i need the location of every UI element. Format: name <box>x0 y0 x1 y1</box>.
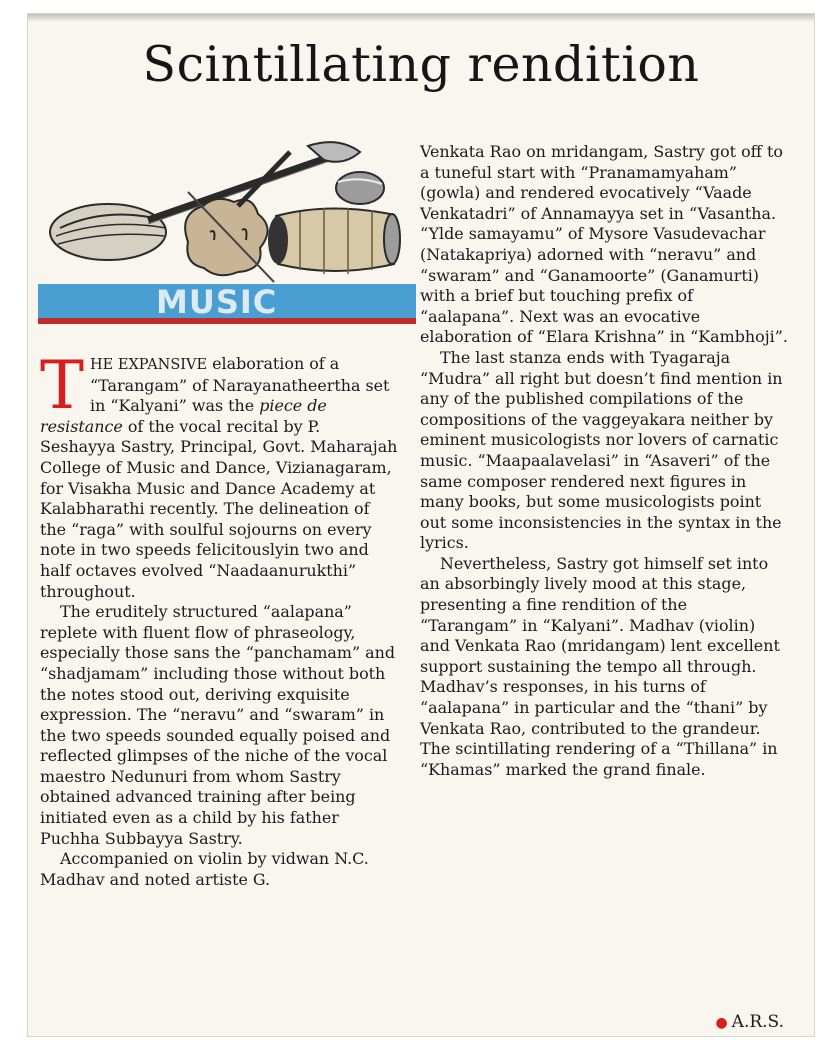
music-banner-label: MUSIC <box>156 283 278 321</box>
ghatam-icon <box>336 172 384 204</box>
paragraph-1-end: of the vocal recital by P. Seshayya Sastry, Principal, Govt. Maharajah College of Music and Dance, Vizianagaram, for Visakha Music and Dance Academy at Kalabharathi recently. The delineation of the “raga” with soulful sojourns on every note in two speeds felicitouslyin two and half octaves evolved “Naadaanurukthi” throughout. <box>40 416 398 601</box>
column-left <box>40 347 398 890</box>
paragraph-1-italic: piece de resistance <box>40 396 327 436</box>
author-initials: A.R.S. <box>731 1012 784 1032</box>
paragraph-5: Nevertheless, Sastry got himself set into an absorbingly lively mood at this stage, presenting a fine rendition of the “Tarangam” in “Kalyani”. Madhav (violin) and Venkata Rao (mridangam) lent excellent support sustaining the tempo all through. Madhav’s responses, in his turns of “aalapana” in particular and the “thani” by Venkata Rao, contributed to the grandeur. The scintillating rendering of a “Thillana” in “Khamas” marked the grand finale. <box>420 553 780 779</box>
paragraph-3: Accompanied on violin by vidwan N.C. Madhav and noted artiste G. <box>40 849 369 889</box>
mridangam-icon <box>268 208 400 274</box>
headline: Scintillating rendition <box>142 36 700 93</box>
newspaper-clipping <box>28 14 814 1036</box>
paragraph-3-continued: Venkata Rao on mridangam, Sastry got off to a tuneful start with “Pranamamyaham” (gowla) and rendered evocatively “Vaade Venkatadri” of Annamayya set in “Vasantha. “Ylde samayamu” of Mysore Vasudevachar (Natakapriya) adorned with “neravu” and “swaram” and “Ganamoorte” (Ganamurti) with a brief but touching prefix of “aalapana”. Next was an evocative elaboration of “Elara Krishna” in “Kambhoji”. <box>420 142 788 347</box>
paragraph-2: The eruditely structured “aalapana” replete with fluent flow of phraseology, especially those sans the “panchamam” and “shadjamam” including those without both the notes stood out, deriving exquisite expression. The “neravu” and “swaram” in the two speeds sounded equally poised and reflected glimpses of the niche of the vocal maestro Nedunuri from whom Sastry obtained advanced training after being initiated even as a child by his father Puchha Subbayya Sastry. <box>40 602 396 848</box>
author-credit <box>715 1012 784 1032</box>
lead-smallcaps: HE EXPANSIVE <box>90 357 208 373</box>
violin-icon <box>185 152 290 282</box>
music-illustration <box>38 132 416 332</box>
paragraph-1 <box>40 347 398 602</box>
column-right <box>420 142 788 780</box>
dropcap: T <box>40 347 85 424</box>
bullet-icon: ● <box>715 1015 728 1031</box>
paragraph-4: The last stanza ends with Tyagaraja “Mudra” all right but doesn’t find mention in any of the published compilations of the compositions of the vaggeyakara neither by eminent musicologists nor lovers of carnatic music. “Maapaalavelasi” in “Asaveri” of the same composer rendered next figures in many books, but some musicologists point out some inconsistencies in the syntax in the lyrics. <box>420 347 783 553</box>
paragraph-1-text: elaboration of a “Tarangam” of Narayanatheertha set in “Kalyani” was the <box>90 354 390 416</box>
